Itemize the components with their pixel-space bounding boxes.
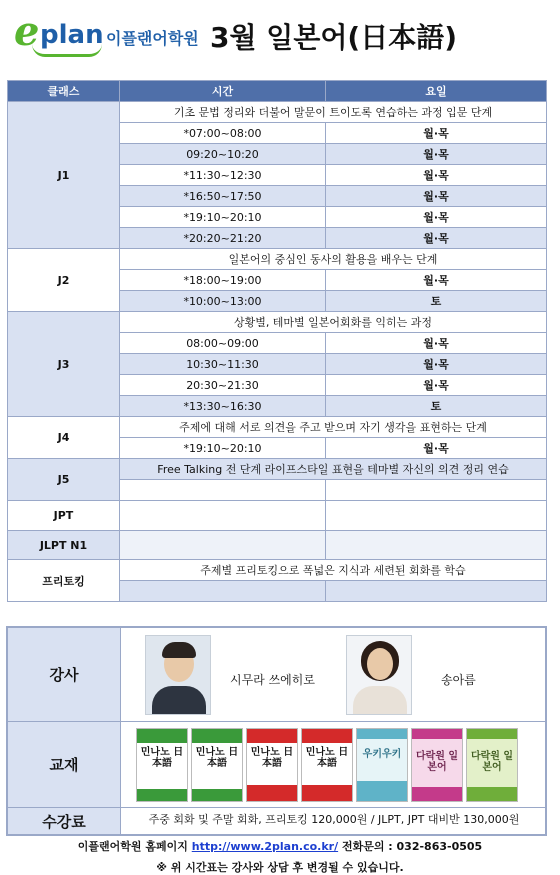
textbook-cover-7[interactable]: [466, 728, 518, 802]
textbook-label: 교재: [8, 722, 121, 807]
book-band: [302, 785, 352, 801]
book-band: [467, 729, 517, 739]
class-j3: J3: [8, 312, 120, 417]
class-free-talking: 프리토킹: [8, 560, 120, 602]
fee-text: 주중 회화 및 주말 회화, 프리토킹 120,000원 / JLPT, JPT 대비반 130,000원: [148, 813, 520, 826]
logo-academy-name: 이플랜어학원: [106, 29, 199, 48]
time-cell: 08:00~09:00: [120, 333, 326, 354]
header-day: 요일: [326, 81, 547, 102]
teacher-photo-female: [346, 635, 412, 715]
logo-plan: plan: [40, 20, 104, 50]
class-jlpt-n1: JLPT N1: [8, 531, 120, 560]
info-section: [6, 626, 547, 836]
homepage-label: 이플랜어학원 홈페이지: [77, 840, 188, 853]
book-band: [247, 729, 297, 743]
time-cell: *18:00~19:00: [120, 270, 326, 291]
j2-desc-row: [8, 249, 547, 270]
day-cell: 월·목: [326, 438, 547, 459]
footer-contact: [0, 838, 560, 854]
day-cell: 월·목: [326, 333, 547, 354]
book-band: [357, 781, 407, 801]
day-cell: 월·목: [326, 123, 547, 144]
day-cell: 토: [326, 291, 547, 312]
homepage-link[interactable]: http://www.2plan.co.kr/: [191, 840, 339, 853]
j3-description: 상황별, 테마별 일본어회화를 익히는 과정: [120, 312, 547, 333]
logo-swoosh-icon: [32, 44, 102, 57]
book-band: [247, 785, 297, 801]
footer-note: ※ 위 시간표는 강사와 상담 후 변경될 수 있습니다.: [156, 861, 404, 874]
book-title: 다락원 일본어: [470, 751, 514, 773]
page-title: 3월 일본어(日本語): [210, 21, 458, 54]
day-cell: 월·목: [326, 186, 547, 207]
book-title: 민나노 日本語: [195, 747, 239, 769]
book-title: 우키우키: [362, 749, 402, 760]
j5-description: Free Talking 전 단계 라이프스타일 표현을 테마별 자신의 의견 정리 연습: [120, 459, 547, 480]
book-band: [357, 729, 407, 739]
time-cell: *13:30~16:30: [120, 396, 326, 417]
textbook-cover-2[interactable]: [191, 728, 243, 802]
day-cell: 월·목: [326, 165, 547, 186]
book-band: [302, 729, 352, 743]
day-cell: [326, 480, 547, 501]
teacher-name-1: 시무라 쓰에히로: [230, 673, 315, 687]
book-band: [137, 729, 187, 743]
class-jpt: JPT: [8, 501, 120, 531]
teacher-row: [8, 628, 545, 722]
time-cell: *07:00~08:00: [120, 123, 326, 144]
logo-e: e: [14, 8, 40, 55]
empty-cell: [120, 531, 326, 560]
book-band: [412, 729, 462, 739]
textbook-list: [136, 728, 536, 802]
j2-description: 일본어의 중심인 동사의 활용을 배우는 단계: [120, 249, 547, 270]
photo-head: [367, 648, 393, 680]
textbook-cover-1[interactable]: [136, 728, 188, 802]
phone-text: 전화문의 : 032-863-0505: [341, 840, 483, 853]
header-class: 클래스: [8, 81, 120, 102]
book-title: 다락원 일본어: [415, 751, 459, 773]
time-cell: *20:20~21:20: [120, 228, 326, 249]
empty-cell: [326, 531, 547, 560]
textbook-cover-3[interactable]: [246, 728, 298, 802]
empty-cell: [120, 501, 326, 531]
free-desc-row: [8, 560, 547, 581]
j1-desc-row: [8, 102, 547, 123]
time-cell: *16:50~17:50: [120, 186, 326, 207]
day-cell: 토: [326, 396, 547, 417]
textbook-cover-6[interactable]: [411, 728, 463, 802]
jpt-row: [8, 501, 547, 531]
teacher-label: 강사: [8, 628, 121, 721]
day-cell: 월·목: [326, 354, 547, 375]
textbook-cover-5[interactable]: [356, 728, 408, 802]
time-cell: [120, 581, 326, 602]
fee-row: [8, 808, 545, 834]
j4-description: 주제에 대해 서로 의견을 주고 받으며 자기 생각을 표현하는 단계: [120, 417, 547, 438]
day-cell: 월·목: [326, 270, 547, 291]
free-description: 주제별 프리토킹으로 폭넓은 지식과 세련된 회화를 학습: [120, 560, 547, 581]
book-band: [192, 729, 242, 743]
time-cell: *19:10~20:10: [120, 438, 326, 459]
photo-body: [353, 686, 407, 715]
book-band: [412, 787, 462, 801]
textbook-cover-4[interactable]: [301, 728, 353, 802]
header: [0, 0, 560, 78]
book-title: 민나노 日本語: [250, 747, 294, 769]
day-cell: 월·목: [326, 144, 547, 165]
class-j2: J2: [8, 249, 120, 312]
j3-desc-row: [8, 312, 547, 333]
day-cell: 월·목: [326, 228, 547, 249]
header-time: 시간: [120, 81, 326, 102]
class-j4: J4: [8, 417, 120, 459]
book-band: [192, 789, 242, 801]
time-cell: 10:30~11:30: [120, 354, 326, 375]
class-j5: J5: [8, 459, 120, 501]
teacher-name-2: 송아름: [441, 673, 476, 687]
day-cell: [326, 581, 547, 602]
book-title: 민나노 日本語: [140, 747, 184, 769]
table-header-row: [8, 81, 547, 102]
day-cell: 월·목: [326, 207, 547, 228]
fee-label: 수강료: [8, 808, 121, 834]
book-band: [467, 787, 517, 801]
j1-description: 기초 문법 정리와 더불어 말문이 트이도록 연습하는 과정 입문 단계: [120, 102, 547, 123]
time-cell: 09:20~10:20: [120, 144, 326, 165]
book-title: 민나노 日本語: [305, 747, 349, 769]
time-cell: *10:00~13:00: [120, 291, 326, 312]
book-band: [137, 789, 187, 801]
time-cell: *19:10~20:10: [120, 207, 326, 228]
class-j1: J1: [8, 102, 120, 249]
schedule-table: [7, 80, 547, 602]
teacher-photo-male: [145, 635, 211, 715]
textbook-row: [8, 722, 545, 808]
time-cell: [120, 480, 326, 501]
empty-cell: [326, 501, 547, 531]
day-cell: 월·목: [326, 375, 547, 396]
photo-hair: [162, 642, 196, 658]
time-cell: *11:30~12:30: [120, 165, 326, 186]
j5-desc-row: [8, 459, 547, 480]
jlpt-row: [8, 531, 547, 560]
photo-body: [152, 686, 206, 715]
time-cell: 20:30~21:30: [120, 375, 326, 396]
j4-desc-row: [8, 417, 547, 438]
